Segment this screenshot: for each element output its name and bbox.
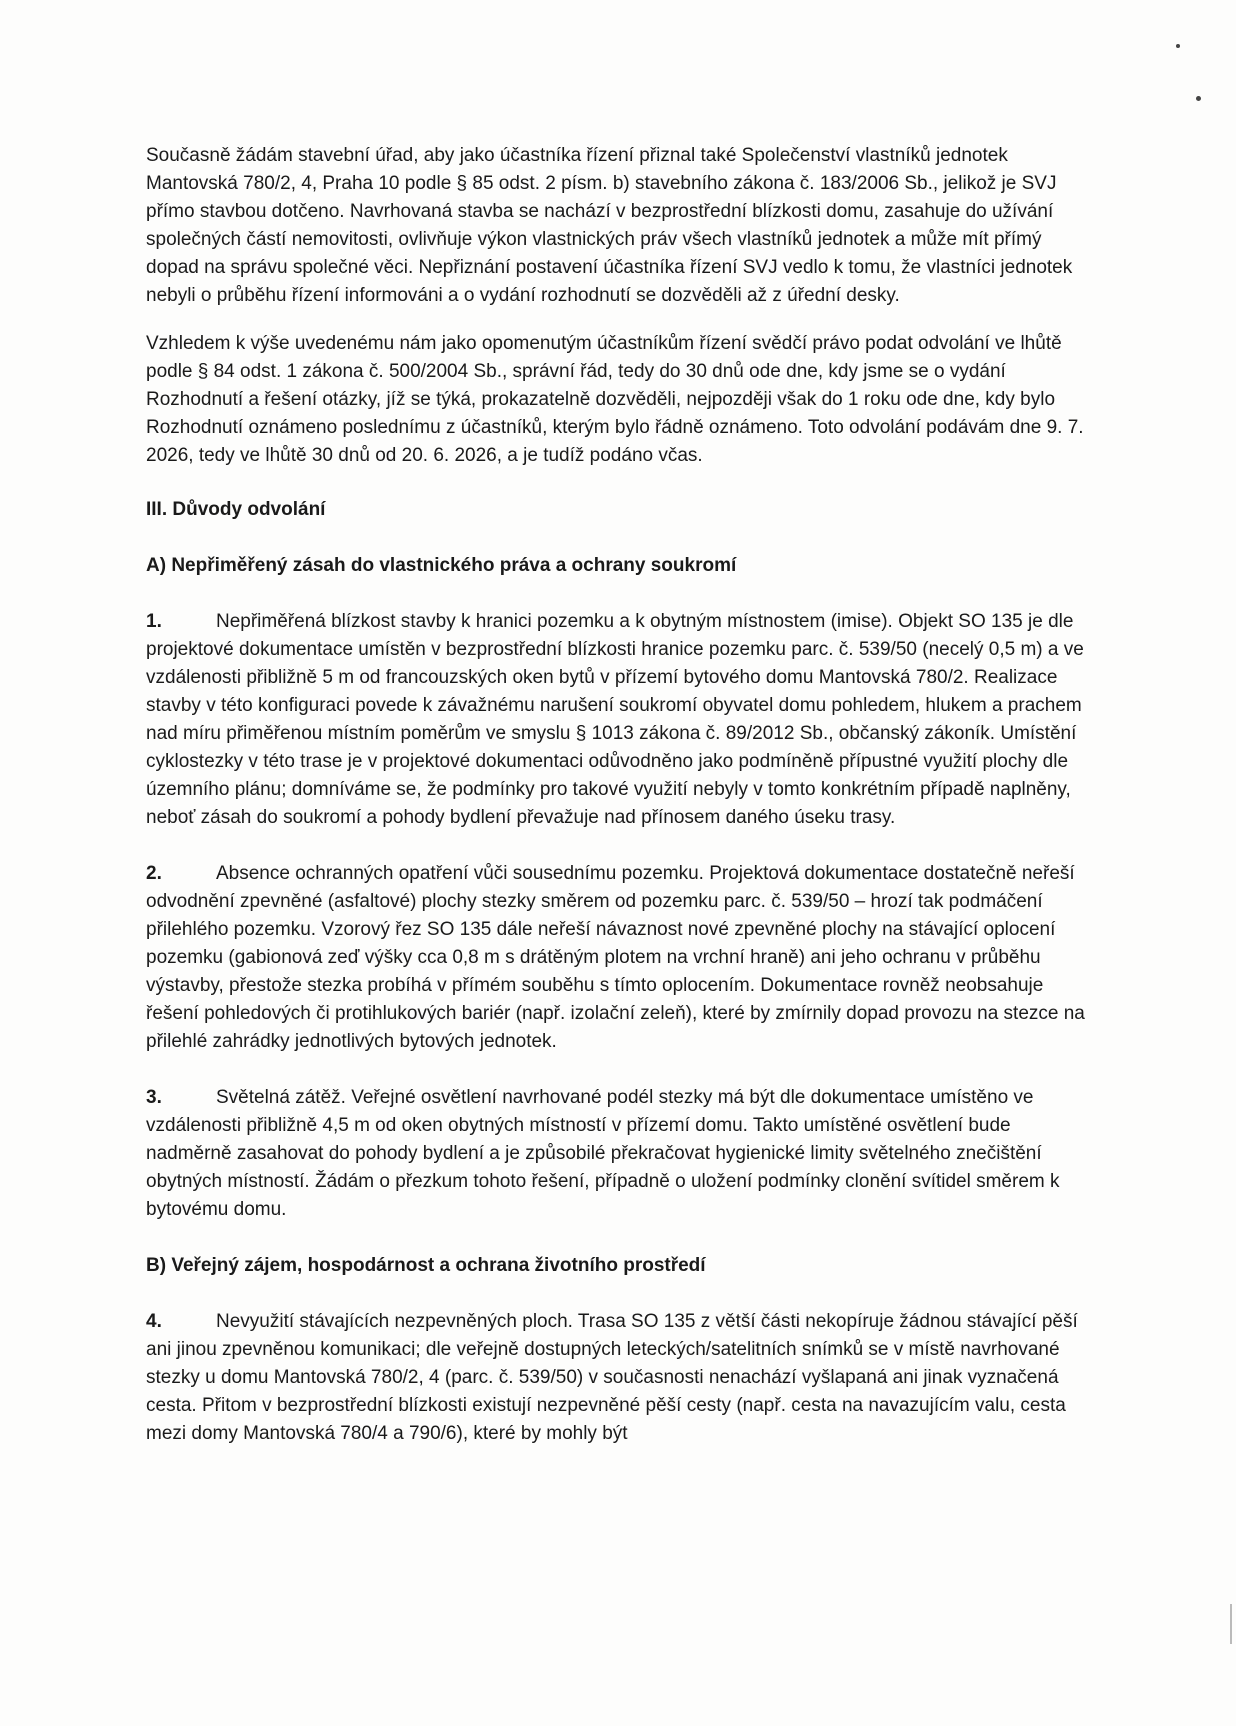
list-item-1 — [146, 608, 1086, 832]
item-text: Světelná zátěž. Veřejné osvětlení navrhované podél stezky má být dle dokumentace umístěno ve vzdálenosti přibližně 4,5 m od oken obytných místností v přízemí domu. Takto umístěné osvětlení bude nadměrně zasahovat do pohody bydlení a je způsobilé překračovat hygienické limity světelného znečištění obytných místností. Žádám o přezkum tohoto řešení, případně o uložení podmínky clonění svítidel směrem k bytovému domu. — [146, 1087, 1060, 1220]
item-text: Nevyužití stávajících nezpevněných ploch. Trasa SO 135 z větší části nekopíruje žádnou stávající pěší ani jinou zpevněnou komunikaci; dle veřejně dostupných leteckých/satelitních snímků se v místě navrhované stezky u domu Mantovská 780/2, 4 (parc. č. 539/50) v současnosti nenachází vyšlapaná ani jinak vyznačená cesta. Přitom v bezprostřední blízkosti existují nezpevněné pěší cesty (např. cesta na navazujícím valu, cesta mezi domy Mantovská 780/4 a 790/6), které by mohly být — [146, 1311, 1078, 1444]
intro-paragraph-1: Současně žádám stavební úřad, aby jako účastníka řízení přiznal také Společenství vlastníků jednotek Mantovská 780/2, 4, Praha 10 podle § 85 odst. 2 písm. b) stavebního zákona č. 183/2006 Sb., jelikož je SVJ přímo stavbou dotčeno. Navrhovaná stavba se nachází v bezprostřední blízkosti domu, zasahuje do užívání společných částí nemovitosti, ovlivňuje výkon vlastnických práv všech vlastníků jednotek a může mít přímý dopad na správu společné věci. Nepřiznání postavení účastníka řízení SVJ vedlo k tomu, že vlastníci jednotek nebyli o průběhu řízení informováni a o vydání rozhodnutí se dozvěděli až z úřední desky. — [146, 145, 1073, 306]
list-item-4 — [146, 1308, 1086, 1448]
scan-speck — [1230, 1604, 1232, 1644]
item-number: 4. — [146, 1311, 162, 1332]
list-item-3 — [146, 1084, 1086, 1224]
list-item-2 — [146, 860, 1086, 1056]
subsection-heading-b: B) Veřejný zájem, hospodárnost a ochrana životního prostředí — [146, 1255, 706, 1276]
item-number: 1. — [146, 611, 162, 632]
document-body — [146, 142, 1086, 1476]
item-text: Nepřiměřená blízkost stavby k hranici pozemku a k obytným místnostem (imise). Objekt SO 135 je dle projektové dokumentace umístěn v bezprostřední blízkosti hranice pozemku parc. č. 539/50 (necelý 0,5 m) a ve vzdálenosti přibližně 5 m od francouzských oken bytů v přízemí bytového domu Mantovská 780/2. Realizace stavby v této konfiguraci povede k závažnému narušení soukromí obyvatel domu pohledem, hlukem a prachem nad míru přiměřenou místním poměrům ve smyslu § 1013 zákona č. 89/2012 Sb., občanský zákoník. Umístění cyklostezky v této trase je v projektové dokumentaci odůvodněno jako podmíněně přípustné využití plochy dle územního plánu; domníváme se, že podmínky pro takové využití nebyly v tomto konkrétním případě naplněny, neboť zásah do soukromí a pohody bydlení převažuje nad přínosem daného úseku trasy. — [146, 611, 1084, 828]
scan-speck — [1176, 44, 1180, 48]
section-heading-iii: III. Důvody odvolání — [146, 499, 326, 520]
intro-paragraph-2: Vzhledem k výše uvedenému nám jako opomenutým účastníkům řízení svědčí právo podat odvolání ve lhůtě podle § 84 odst. 1 zákona č. 500/2004 Sb., správní řád, tedy do 30 dnů ode dne, kdy jsme se o vydání Rozhodnutí a řešení otázky, jíž se týká, prokazatelně dozvěděli, nejpozději však do 1 roku ode dne, kdy bylo Rozhodnutí oznámeno poslednímu z účastníků, kterým bylo řádně oznámeno. Toto odvolání podávám dne 9. 7. 2026, tedy ve lhůtě 30 dnů od 20. 6. 2026, a je tudíž podáno včas. — [146, 333, 1084, 466]
subsection-heading-a: A) Nepřiměřený zásah do vlastnického práva a ochrany soukromí — [146, 555, 737, 576]
item-number: 3. — [146, 1087, 162, 1108]
scan-speck — [1196, 96, 1201, 101]
item-number: 2. — [146, 863, 162, 884]
item-text: Absence ochranných opatření vůči sousednímu pozemku. Projektová dokumentace dostatečně neřeší odvodnění zpevněné (asfaltové) plochy stezky směrem od pozemku parc. č. 539/50 – hrozí tak podmáčení přilehlého pozemku. Vzorový řez SO 135 dále neřeší návaznost nové zpevněné plochy na stávající oplocení pozemku (gabionová zeď výšky cca 0,8 m s drátěným plotem na vrchní hraně) ani jeho ochranu v průběhu výstavby, přestože stezka probíhá v přímém souběhu s tímto oplocením. Dokumentace rovněž neobsahuje řešení pohledových či protihlukových bariér (např. izolační zeleň), které by zmírnily dopad provozu na stezce na přilehlé zahrádky jednotlivých bytových jednotek. — [146, 863, 1085, 1052]
